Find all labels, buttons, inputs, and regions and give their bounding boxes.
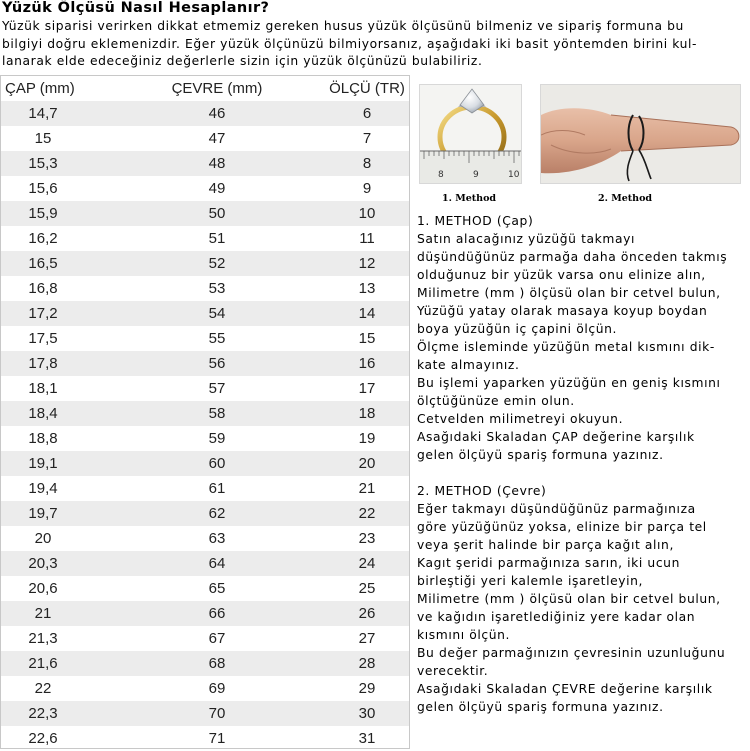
instruction-line: kısmını ölçün. — [417, 628, 511, 642]
instruction-line: Milimetre (mm ) ölçüsü olan bir cetvel bulun, — [417, 286, 721, 300]
size-cell: 14 — [358, 305, 376, 322]
instructions-text — [417, 212, 749, 716]
size-cell: 19 — [358, 430, 376, 447]
circumference-cell: 63 — [208, 530, 226, 547]
diameter-cell: 21,6 — [28, 655, 58, 672]
table-row — [1, 501, 409, 526]
ruler-label: 10 — [508, 170, 520, 180]
diameter-cell: 20 — [34, 530, 52, 547]
circumference-cell: 52 — [208, 255, 226, 272]
circumference-cell: 54 — [208, 305, 226, 322]
intro-line: lanarak elde edeceğiniz değerlerle sizin için yüzük ölçünüzü bulabiliriz. — [2, 54, 483, 68]
diameter-cell: 21 — [34, 605, 52, 622]
table-row — [1, 476, 409, 501]
finger-measure-image — [540, 84, 741, 184]
instruction-line: Yüzüğü yatay olarak masaya koyup boydan — [417, 304, 708, 318]
diameter-cell: 19,4 — [28, 480, 58, 497]
method-heading: 2. METHOD (Çevre) — [417, 484, 547, 498]
size-cell: 11 — [359, 230, 375, 247]
table-row — [1, 326, 409, 351]
size-cell: 24 — [358, 555, 376, 572]
instruction-line: Satın alacağınız yüzüğü takmayı — [417, 232, 635, 246]
size-cell: 7 — [362, 130, 372, 147]
size-cell: 6 — [362, 105, 372, 122]
instruction-line: olduğunuz bir yüzük varsa onu elinize alın, — [417, 268, 706, 282]
circumference-cell: 51 — [208, 230, 226, 247]
table-row — [1, 126, 409, 151]
diameter-cell: 14,7 — [28, 105, 58, 122]
size-cell: 30 — [358, 705, 376, 722]
size-cell: 28 — [358, 655, 376, 672]
header-diameter: ÇAP (mm) — [5, 80, 75, 97]
diameter-cell: 22,6 — [28, 730, 58, 747]
table-row — [1, 726, 409, 751]
diameter-cell: 15,9 — [28, 205, 58, 222]
circumference-cell: 56 — [208, 355, 226, 372]
size-cell: 9 — [362, 180, 372, 197]
circumference-cell: 58 — [208, 405, 226, 422]
table-row — [1, 451, 409, 476]
table-row — [1, 176, 409, 201]
instruction-line: verecektir. — [417, 664, 489, 678]
intro-text — [2, 18, 747, 71]
table-row — [1, 401, 409, 426]
circumference-cell: 71 — [208, 730, 226, 747]
circumference-cell: 50 — [208, 205, 226, 222]
instruction-line: birleştiği yeri kalemle işaretleyin, — [417, 574, 644, 588]
size-cell: 17 — [358, 380, 376, 397]
diameter-cell: 17,5 — [28, 330, 58, 347]
table-row — [1, 626, 409, 651]
table-row — [1, 651, 409, 676]
circumference-cell: 57 — [208, 380, 226, 397]
table-row — [1, 426, 409, 451]
circumference-cell: 64 — [208, 555, 226, 572]
table-row — [1, 376, 409, 401]
instruction-line: boya yüzüğün iç çapini ölçün. — [417, 322, 617, 336]
circumference-cell: 48 — [208, 155, 226, 172]
circumference-cell: 49 — [208, 180, 226, 197]
method2-section — [417, 482, 749, 716]
table-body — [1, 101, 409, 751]
instruction-line: Bu işlemi yaparken yüzüğün en geniş kısmını — [417, 376, 721, 390]
circumference-cell: 61 — [208, 480, 226, 497]
circumference-cell: 69 — [208, 680, 226, 697]
instruction-line: göre yüzüğünüz yoksa, elinize bir parça tel — [417, 520, 707, 534]
table-row — [1, 551, 409, 576]
size-cell: 31 — [358, 730, 376, 747]
size-cell: 22 — [358, 505, 376, 522]
instruction-line: Bu değer parmağınızın çevresinin uzunluğunu — [417, 646, 726, 660]
instruction-line: Cetvelden milimetreyi okuyun. — [417, 412, 624, 426]
size-cell: 23 — [358, 530, 376, 547]
diameter-cell: 22,3 — [28, 705, 58, 722]
table-row — [1, 351, 409, 376]
circumference-cell: 59 — [208, 430, 226, 447]
size-cell: 21 — [358, 480, 376, 497]
diameter-cell: 17,2 — [28, 305, 58, 322]
diameter-cell: 16,2 — [28, 230, 58, 247]
diameter-cell: 19,7 — [28, 505, 58, 522]
table-row — [1, 701, 409, 726]
instruction-line: düşündüğünüz parmağa daha önceden takmış — [417, 250, 728, 264]
diameter-cell: 21,3 — [28, 630, 58, 647]
circumference-cell: 47 — [208, 130, 226, 147]
size-cell: 20 — [358, 455, 376, 472]
table-row — [1, 276, 409, 301]
circumference-cell: 60 — [208, 455, 226, 472]
method2-caption: 2. Method — [598, 193, 653, 204]
size-cell: 12 — [358, 255, 376, 272]
table-row — [1, 201, 409, 226]
table-row — [1, 526, 409, 551]
circumference-cell: 68 — [208, 655, 226, 672]
method1-caption: 1. Method — [442, 193, 497, 204]
ruler-label: 9 — [473, 170, 479, 180]
table-row — [1, 676, 409, 701]
table-row — [1, 301, 409, 326]
diameter-cell: 16,5 — [28, 255, 58, 272]
instruction-line: Milimetre (mm ) ölçüsü olan bir cetvel bulun, — [417, 592, 721, 606]
instruction-line: Kagıt şeridi parmağınıza sarın, iki ucun — [417, 556, 680, 570]
instruction-line: ölçtüğünüze emin olun. — [417, 394, 575, 408]
circumference-cell: 65 — [208, 580, 226, 597]
instruction-line: Asağıdaki Skaladan ÇEVRE değerine karşılık — [417, 682, 713, 696]
circumference-cell: 53 — [208, 280, 226, 297]
diameter-cell: 18,1 — [28, 380, 58, 397]
instruction-line: Asağıdaki Skaladan ÇAP değerine karşılık — [417, 430, 695, 444]
diameter-cell: 16,8 — [28, 280, 58, 297]
circumference-cell: 55 — [208, 330, 226, 347]
size-cell: 18 — [358, 405, 376, 422]
table-row — [1, 576, 409, 601]
diameter-cell: 18,8 — [28, 430, 58, 447]
size-cell: 29 — [358, 680, 376, 697]
instruction-line: Eğer takmayı düşündüğünüz parmağınıza — [417, 502, 696, 516]
size-cell: 8 — [362, 155, 372, 172]
table-row — [1, 151, 409, 176]
intro-line: Yüzük siparisi verirken dikkat etmemiz gereken husus yüzük ölçüsünü bilmeniz ve sipariş formuna bu — [2, 19, 684, 33]
instruction-line: gelen ölçüyü spariş formuna yazınız. — [417, 700, 664, 714]
circumference-cell: 67 — [208, 630, 226, 647]
size-cell: 10 — [358, 205, 376, 222]
section-gap — [417, 464, 749, 482]
intro-line: bilgiyi doğru eklemenizdir. Eğer yüzük ölçünüzü bilmiyorsanız, aşağıdaki iki basit yöntemden birini kul- — [2, 36, 698, 51]
diameter-cell: 15 — [34, 130, 52, 147]
table-row — [1, 226, 409, 251]
circumference-cell: 66 — [208, 605, 226, 622]
diameter-cell: 20,3 — [28, 555, 58, 572]
table-row — [1, 101, 409, 126]
diameter-cell: 18,4 — [28, 405, 58, 422]
table-header-row — [1, 76, 409, 101]
diameter-cell: 20,6 — [28, 580, 58, 597]
instruction-line: kate almayınız. — [417, 358, 520, 372]
instruction-line: Ölçme isleminde yüzüğün metal kısmını dik- — [417, 340, 715, 354]
table-row — [1, 251, 409, 276]
size-cell: 27 — [358, 630, 376, 647]
header-circumference: ÇEVRE (mm) — [171, 80, 263, 97]
instruction-line: gelen ölçüyü spariş formuna yazınız. — [417, 448, 664, 462]
size-table — [0, 75, 410, 749]
size-cell: 25 — [358, 580, 376, 597]
instruction-line: ve kağıdın işaretlediğiniz yere kadar olan — [417, 610, 696, 624]
page-title: Yüzük Ölçüsü Nasıl Hesaplanır? — [2, 0, 270, 16]
method1-section — [417, 212, 749, 464]
size-cell: 26 — [358, 605, 376, 622]
size-cell: 16 — [358, 355, 376, 372]
size-cell: 13 — [358, 280, 376, 297]
header-size: ÖLÇÜ (TR) — [329, 80, 405, 97]
table-row — [1, 601, 409, 626]
diameter-cell: 17,8 — [28, 355, 58, 372]
circumference-cell: 46 — [208, 105, 226, 122]
ruler-label: 8 — [438, 170, 444, 180]
circumference-cell: 62 — [208, 505, 226, 522]
instruction-line: veya şerit halinde bir parça kağıt alın, — [417, 538, 674, 552]
size-cell: 15 — [358, 330, 376, 347]
diameter-cell: 15,6 — [28, 180, 58, 197]
circumference-cell: 70 — [208, 705, 226, 722]
diameter-cell: 15,3 — [28, 155, 58, 172]
diameter-cell: 22 — [34, 680, 52, 697]
ring-on-ruler-image — [419, 84, 522, 184]
method-heading: 1. METHOD (Çap) — [417, 214, 534, 228]
diameter-cell: 19,1 — [28, 455, 58, 472]
